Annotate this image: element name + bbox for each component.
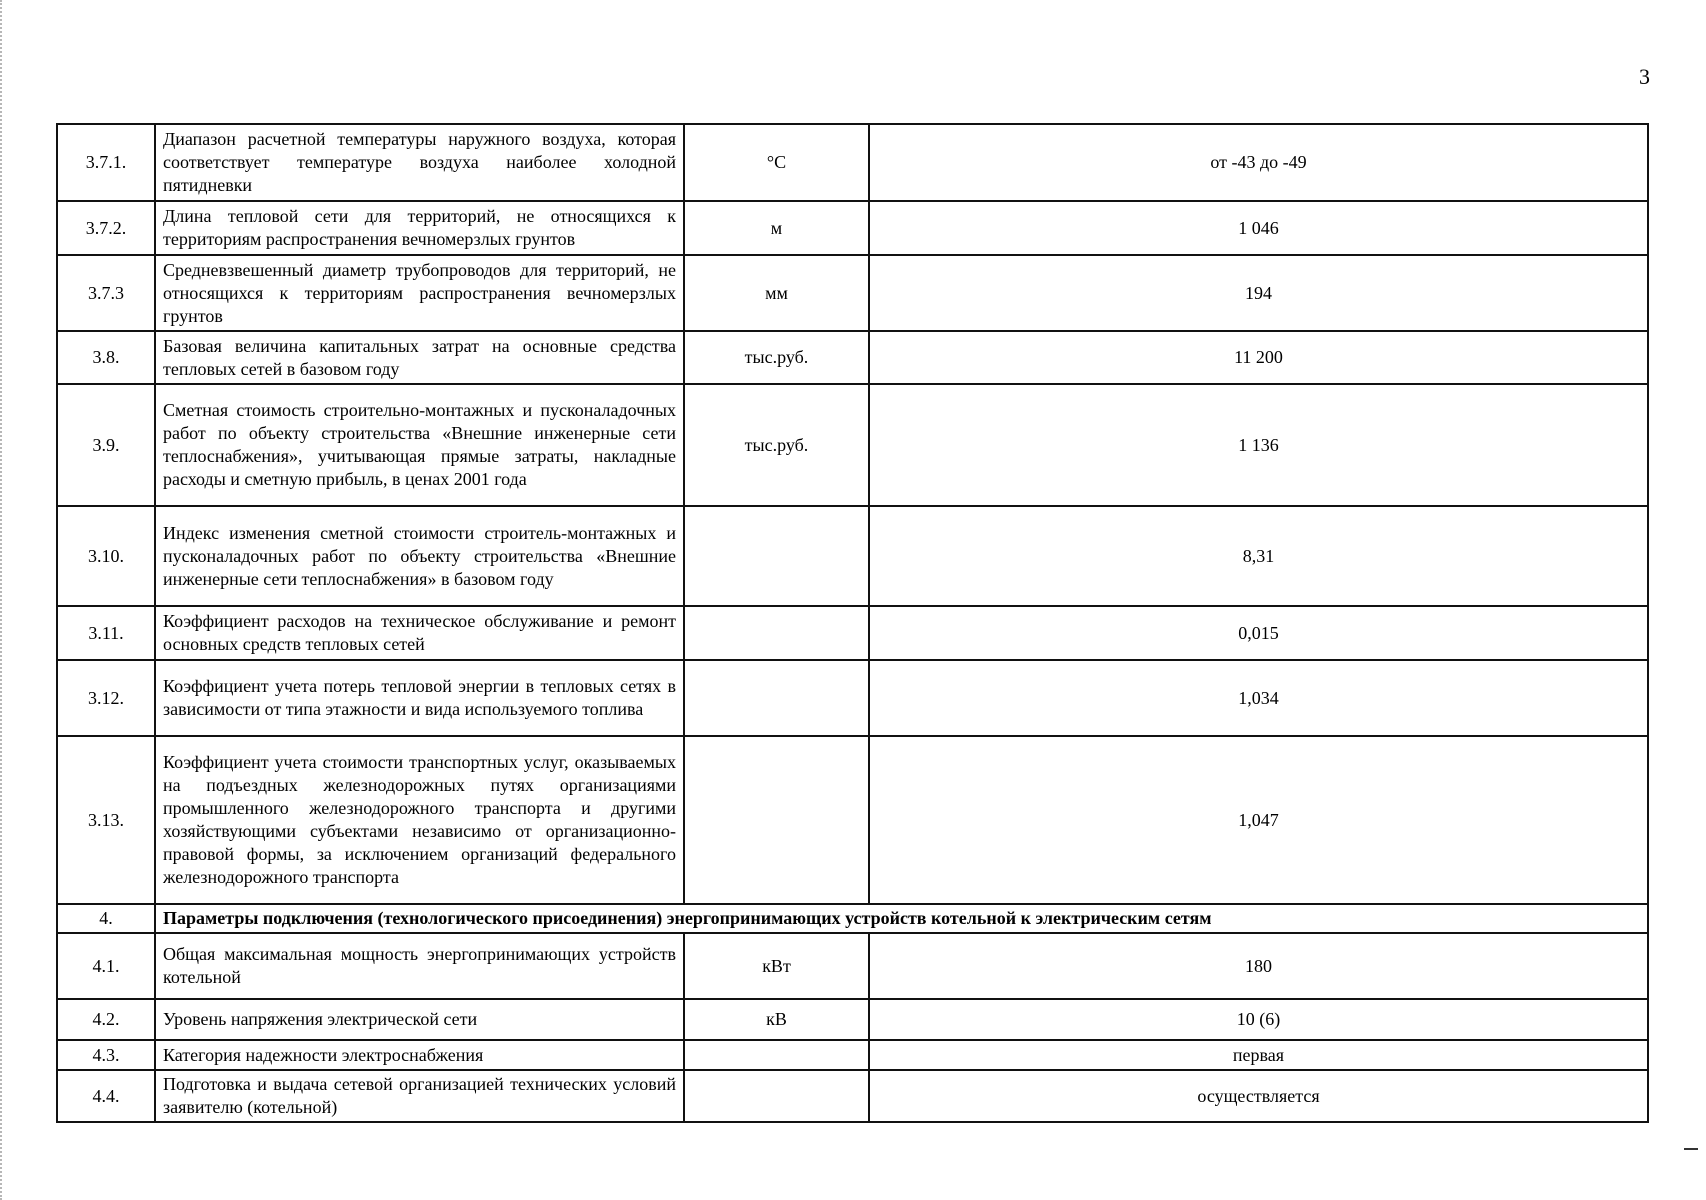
- row-description: Категория надежности электроснабжения: [155, 1040, 684, 1070]
- row-unit: [684, 1070, 869, 1122]
- row-unit: тыс.руб.: [684, 331, 869, 384]
- table-row: [57, 124, 1648, 201]
- row-description: Подготовка и выдача сетевой организацией технических условий заявителю (котельной): [155, 1070, 684, 1122]
- table-row: [57, 606, 1648, 660]
- row-unit: [684, 606, 869, 660]
- row-unit: °C: [684, 124, 869, 201]
- row-number: 4.3.: [57, 1040, 155, 1070]
- table-row: [57, 1040, 1648, 1070]
- row-number: 3.13.: [57, 736, 155, 904]
- row-description: Индекс изменения сметной стоимости строитель-монтажных и пусконаладочных работ по объекту строительства «Внешние инженерные сети теплоснабжения» в базовом году: [155, 506, 684, 606]
- row-number: 3.11.: [57, 606, 155, 660]
- row-number: 3.8.: [57, 331, 155, 384]
- row-value: первая: [869, 1040, 1648, 1070]
- table-row: [57, 506, 1648, 606]
- row-description: Диапазон расчетной температуры наружного воздуха, которая соответствует температуре воздуха наиболее холодной пятидневки: [155, 124, 684, 201]
- row-description: Общая максимальная мощность энергопринимающих устройств котельной: [155, 933, 684, 999]
- scan-mark: [1684, 1148, 1698, 1150]
- row-value: 180: [869, 933, 1648, 999]
- row-number: 4.1.: [57, 933, 155, 999]
- row-unit: [684, 506, 869, 606]
- scan-edge: [0, 0, 5, 1200]
- row-description: Коэффициент учета потерь тепловой энергии в тепловых сетях в зависимости от типа этажности и вида используемого топлива: [155, 660, 684, 736]
- row-unit: м: [684, 201, 869, 255]
- row-number: 3.7.2.: [57, 201, 155, 255]
- parameters-table: [56, 123, 1649, 1123]
- row-description: Коэффициент учета стоимости транспортных услуг, оказываемых на подъездных железнодорожных путях организациями промышленного железнодорожного транспорта и другими хозяйствующими субъектами независимо от организационно-правовой формы, за исключением организаций федерального железнодорожного транспорта: [155, 736, 684, 904]
- table-row: [57, 660, 1648, 736]
- row-unit: тыс.руб.: [684, 384, 869, 506]
- row-value: 1,047: [869, 736, 1648, 904]
- row-number: 3.10.: [57, 506, 155, 606]
- section-title: Параметры подключения (технологического присоединения) энергопринимающих устройств котельной к электрическим сетям: [155, 904, 1648, 933]
- table-row: [57, 933, 1648, 999]
- row-value: 0,015: [869, 606, 1648, 660]
- row-value: от -43 до -49: [869, 124, 1648, 201]
- row-number: 3.9.: [57, 384, 155, 506]
- table-row: [57, 384, 1648, 506]
- section-header-row: [57, 904, 1648, 933]
- table-row: [57, 1070, 1648, 1122]
- table-row: [57, 255, 1648, 331]
- row-unit: кВт: [684, 933, 869, 999]
- row-value: 10 (6): [869, 999, 1648, 1040]
- row-number: 3.12.: [57, 660, 155, 736]
- row-description: Длина тепловой сети для территорий, не относящихся к территориям распространения вечномерзлых грунтов: [155, 201, 684, 255]
- row-unit: мм: [684, 255, 869, 331]
- row-number: 3.7.1.: [57, 124, 155, 201]
- row-unit: кВ: [684, 999, 869, 1040]
- row-value: 11 200: [869, 331, 1648, 384]
- row-description: Сметная стоимость строительно-монтажных и пусконаладочных работ по объекту строительства «Внешние инженерные сети теплоснабжения», учитывающая прямые затраты, накладные расходы и сметную прибыль, в ценах 2001 года: [155, 384, 684, 506]
- row-number: 4.4.: [57, 1070, 155, 1122]
- table-row: [57, 201, 1648, 255]
- row-value: 1,034: [869, 660, 1648, 736]
- row-unit: [684, 1040, 869, 1070]
- row-unit: [684, 736, 869, 904]
- row-description: Уровень напряжения электрической сети: [155, 999, 684, 1040]
- row-value: 1 136: [869, 384, 1648, 506]
- row-value: 1 046: [869, 201, 1648, 255]
- row-number: 4.2.: [57, 999, 155, 1040]
- table-row: [57, 736, 1648, 904]
- row-value: 8,31: [869, 506, 1648, 606]
- row-unit: [684, 660, 869, 736]
- table-row: [57, 331, 1648, 384]
- row-description: Базовая величина капитальных затрат на основные средства тепловых сетей в базовом году: [155, 331, 684, 384]
- row-description: Коэффициент расходов на техническое обслуживание и ремонт основных средств тепловых сетей: [155, 606, 684, 660]
- page-number: 3: [1639, 64, 1650, 89]
- row-description: Средневзвешенный диаметр трубопроводов для территорий, не относящихся к территориям распространения вечномерзлых грунтов: [155, 255, 684, 331]
- row-value: осуществляется: [869, 1070, 1648, 1122]
- row-value: 194: [869, 255, 1648, 331]
- row-number: 3.7.3: [57, 255, 155, 331]
- table-row: [57, 999, 1648, 1040]
- section-number: 4.: [57, 904, 155, 933]
